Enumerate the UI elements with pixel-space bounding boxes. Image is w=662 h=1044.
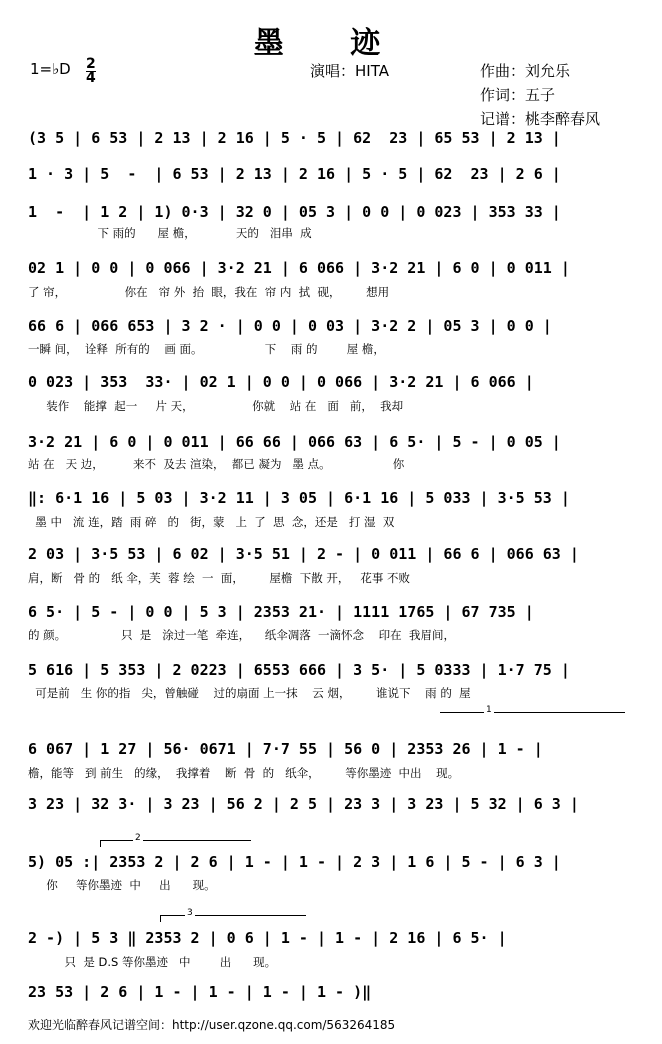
system-16-notes: 23 53 | 2 6 | 1 - | 1 - | 1 - | 1 - )‖	[28, 983, 372, 1001]
time-signature	[86, 58, 96, 85]
footer-credit: 欢迎光临醉春风记谱空间：http://user.qzone.qq.com/563264185	[28, 1018, 396, 1032]
system-6-notes: 0 023 | 353 33· | 02 1 | 0 0 | 0 066 | 3·2 21 | 6 066 |	[28, 373, 534, 391]
system-8-notes: ‖: 6·1 16 | 5 03 | 3·2 11 | 3 05 | 6·1 16 | 5 033 | 3·5 53 |	[28, 489, 570, 507]
system-12-notes: 6 067 | 1 27 | 56· 0671 | 7·7 55 | 56 0 | 2353 26 | 1 - |	[28, 740, 543, 758]
system-13-notes: 3 23 | 32 3· | 3 23 | 56 2 | 2 5 | 23 3 | 3 23 | 5 32 | 6 3 |	[28, 795, 579, 813]
system-5-lyrics: 一瞬 间， 诠释 所有的 画 面。 下 雨 的 屋 檐，	[28, 342, 385, 356]
song-title: 墨 迹	[253, 26, 409, 61]
system-15-notes: 2 -) | 5 3 ‖ 2353 2 | 0 6 | 1 - | 1 - | 2 16 | 6 5· |	[28, 929, 507, 947]
system-12-lyrics: 檐，能等 到 前生 的缘， 我撑着 断 骨 的 纸伞， 等你墨迹 中出 现。	[28, 766, 460, 780]
system-15-lyrics: 只 是 D.S 等你墨迹 中 出 现。	[28, 955, 277, 969]
system-10-notes: 6 5· | 5 - | 0 0 | 5 3 | 2353 21· | 1111 1765 | 67 735 |	[28, 603, 534, 621]
singer-credit: 演唱：HITA	[310, 62, 389, 80]
system-10-lyrics: 的 颜。 只 是 涂过一笔 牵连， 纸伞凋落 一滴怀念 印在 我眉间，	[28, 628, 455, 642]
system-8-lyrics: 墨 中 流 连，踏 雨 碎 的 街，蒙 上 了 思 念，还是 打 湿 双	[28, 515, 395, 529]
transcriber-credit: 记谱：桃李醉春风	[480, 110, 601, 128]
system-2-notes: 1 · 3 | 5 - | 6 53 | 2 13 | 2 16 | 5 · 5 | 62 23 | 2 6 |	[28, 165, 561, 183]
lyricist-credit: 作词：五子	[480, 86, 556, 104]
time-numerator: 2	[86, 56, 96, 72]
system-14-notes: 5) 05 :| 2353 2 | 2 6 | 1 - | 1 - | 2 3 | 1 6 | 5 - | 6 3 |	[28, 853, 561, 871]
system-6-lyrics: 装作 能撑 起一 片 天， 你就 站 在 面 前， 我却	[28, 399, 404, 413]
time-denominator: 4	[86, 70, 96, 86]
system-9-notes: 2 03 | 3·5 53 | 6 02 | 3·5 51 | 2 - | 0 011 | 66 6 | 066 63 |	[28, 545, 579, 563]
system-9-lyrics: 肩，断 骨 的 纸 伞，芙 蓉 绘 一 面， 屋檐 下散 开， 花事 不败	[28, 571, 411, 585]
system-1-notes: (3 5 | 6 53 | 2 13 | 2 16 | 5 · 5 | 62 23 | 65 53 | 2 13 |	[28, 129, 561, 147]
system-7-lyrics: 站 在 天 边， 来不 及去 渲染， 都已 凝为 墨 点。 你	[28, 457, 405, 471]
system-11-lyrics: 可是前 生 你的指 尖，曾触碰 过的扇面 上一抹 云 烟， 谁说下 雨 的 屋	[28, 686, 471, 700]
system-4-lyrics: 了 帘， 你在 帘 外 抬 眼，我在 帘 内 拭 砚， 想用	[28, 285, 390, 299]
system-3-lyrics: 下 雨的 屋 檐， 天的 泪串 成	[28, 226, 312, 240]
ending-1-bracket	[440, 712, 625, 713]
system-4-notes: 02 1 | 0 0 | 0 066 | 3·2 21 | 6 066 | 3·2 21 | 6 0 | 0 011 |	[28, 259, 570, 277]
system-11-notes: 5 616 | 5 353 | 2 0223 | 6553 666 | 3 5· | 5 0333 | 1·7 75 |	[28, 661, 570, 679]
ending-3-bracket	[160, 915, 306, 922]
system-14-lyrics: 你 等你墨迹 中 出 现。	[28, 878, 216, 892]
ending-1-label: 1	[486, 705, 492, 715]
system-3-notes: 1 - | 1 2 | 1) 0·3 | 32 0 | 05 3 | 0 0 | 0 023 | 353 33 |	[28, 203, 561, 221]
system-5-notes: 66 6 | 066 653 | 3 2 · | 0 0 | 0 03 | 3·2 2 | 05 3 | 0 0 |	[28, 317, 552, 335]
key-signature: 1=♭D	[30, 60, 71, 78]
system-7-notes: 3·2 21 | 6 0 | 0 011 | 66 66 | 066 63 | 6 5· | 5 - | 0 05 |	[28, 433, 561, 451]
ending-2-label: 2	[135, 833, 141, 843]
ending-2-bracket	[100, 840, 251, 847]
composer-credit: 作曲：刘允乐	[480, 62, 571, 80]
ending-3-label: 3	[187, 908, 193, 918]
